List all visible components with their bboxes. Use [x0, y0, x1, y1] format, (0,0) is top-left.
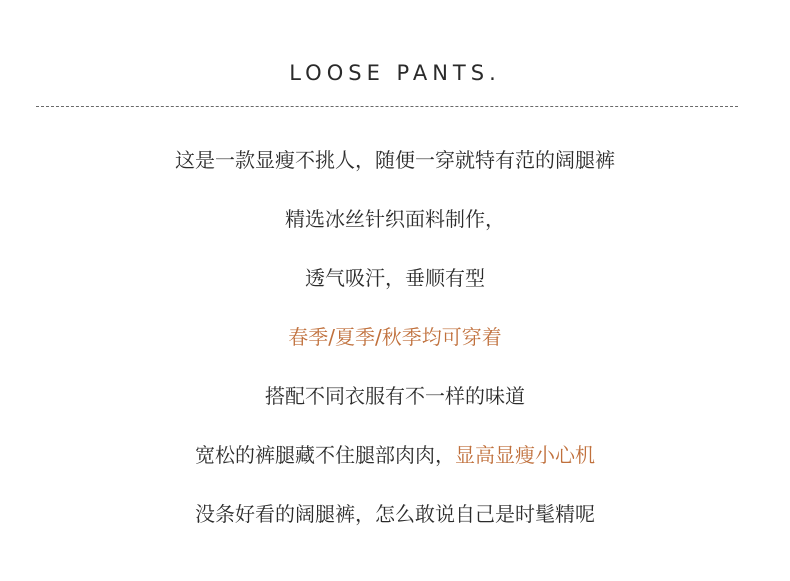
description-block	[0, 138, 790, 551]
season-highlight-line: 春季/夏季/秋季均可穿着	[288, 325, 502, 349]
description-line-1: 这是一款显瘦不挑人，随便一穿就特有范的阔腿裤	[175, 148, 615, 172]
description-line-2: 精选冰丝针织面料制作，	[285, 207, 505, 231]
description-line-7: 没条好看的阔腿裤，怎么敢说自己是时髦精呢	[195, 502, 595, 526]
page-title: LOOSE PANTS.	[289, 61, 501, 85]
description-line-5: 搭配不同衣服有不一样的味道	[265, 384, 525, 408]
slimming-highlight-text: 显高显瘦小心机	[455, 443, 595, 467]
description-line-6-text: 宽松的裤腿藏不住腿部肉肉，	[195, 443, 455, 467]
description-line-6	[0, 433, 790, 492]
description-line-3: 透气吸汗，垂顺有型	[305, 266, 485, 290]
dashed-divider	[36, 106, 738, 107]
